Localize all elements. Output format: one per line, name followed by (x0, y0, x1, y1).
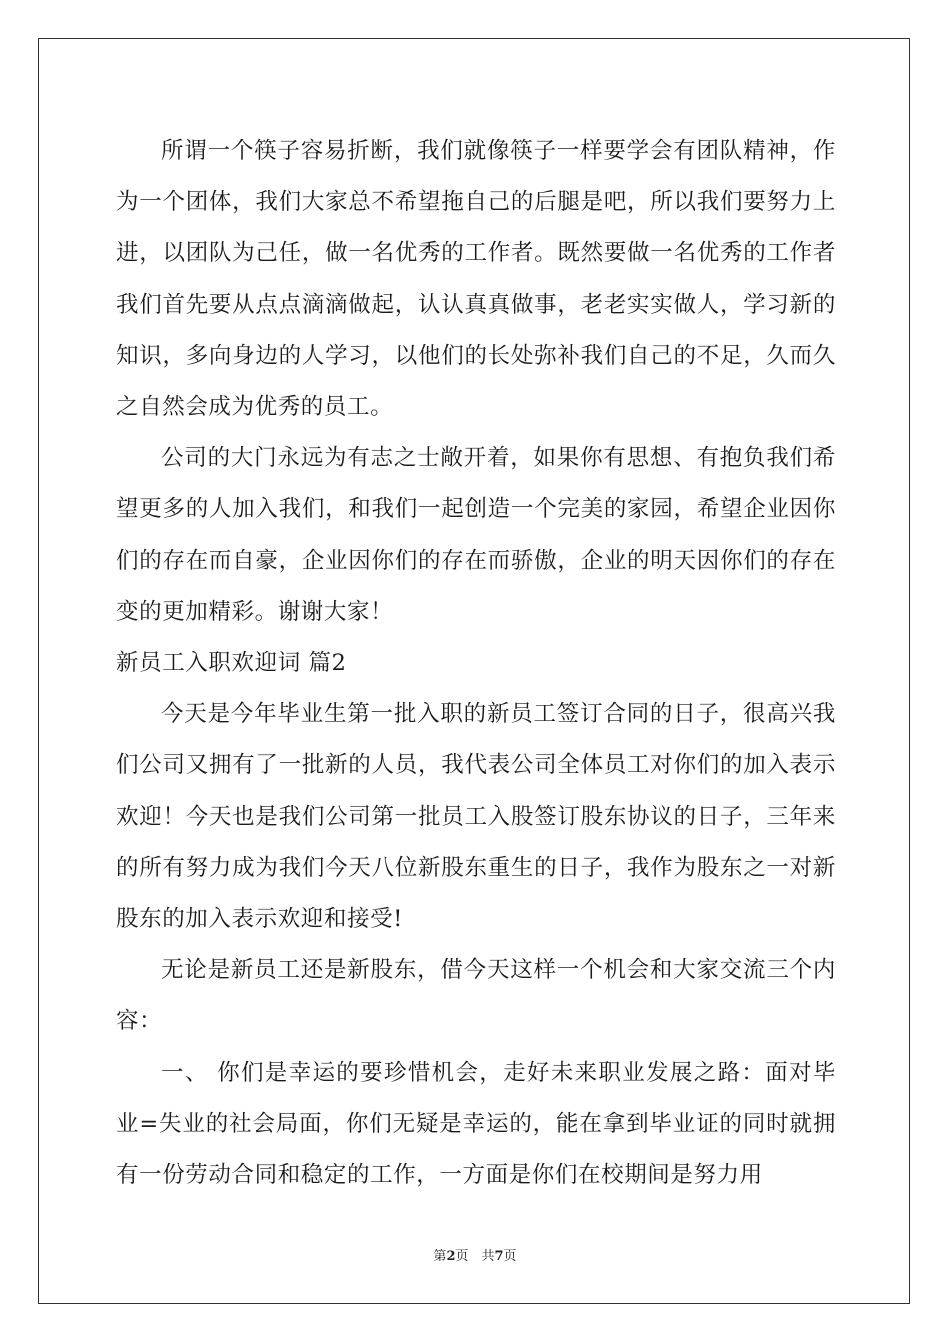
paragraph-5: 一、 你们是幸运的要珍惜机会，走好未来职业发展之路：面对毕业=失业的社会局面，你们无疑是幸运的，能在拿到毕业证的同时就拥有一份劳动合同和稳定的工作，一方面是你们在校期间是努力用 (116, 1059, 836, 1189)
paragraph-1: 所谓一个筷子容易折断，我们就像筷子一样要学会有团队精神，作为一个团体，我们大家总不希望拖自己的后腿是吧，所以我们要努力上进，以团队为己任，做一名优秀的工作者。既然要做一名优秀的工作者我们首先要从点点滴滴做起，认认真真做事，老老实实做人，学习新的知识，多向身边的人学习，以他们的长处弥补我们自己的不足，久而久之自然会成为优秀的员工。 (116, 138, 836, 421)
page-footer (0, 1245, 950, 1264)
document-body (116, 126, 836, 1201)
paragraph-3: 今天是今年毕业生第一批入职的新员工签订合同的日子，很高兴我们公司又拥有了一批新的人员，我代表公司全体员工对你们的加入表示欢迎！今天也是我们公司第一批员工入股签订股东协议的日子，三年来的所有努力成为我们今天八位新股东重生的日子，我作为股东之一对新股东的加入表示欢迎和接受! (116, 701, 836, 933)
footer-page-prefix: 第 (433, 1249, 447, 1264)
paragraph-2: 公司的大门永远为有志之士敞开着，如果你有思想、有抱负我们希望更多的人加入我们，和我们一起创造一个完美的家园，希望企业因你们的存在而自豪，企业因你们的存在而骄傲，企业的明天因你们的存在变的更加精彩。谢谢大家！ (116, 445, 836, 625)
footer-page-current: 2 (446, 1249, 456, 1264)
section-heading: 新员工入职欢迎词 篇2 (116, 650, 347, 677)
footer-page-mid: 页 共 (455, 1249, 495, 1264)
paragraph-4: 无论是新员工还是新股东，借今天这样一个机会和大家交流三个内容： (116, 957, 836, 1035)
footer-page-total: 7 (494, 1249, 504, 1264)
footer-page-suffix: 页 (503, 1249, 517, 1264)
